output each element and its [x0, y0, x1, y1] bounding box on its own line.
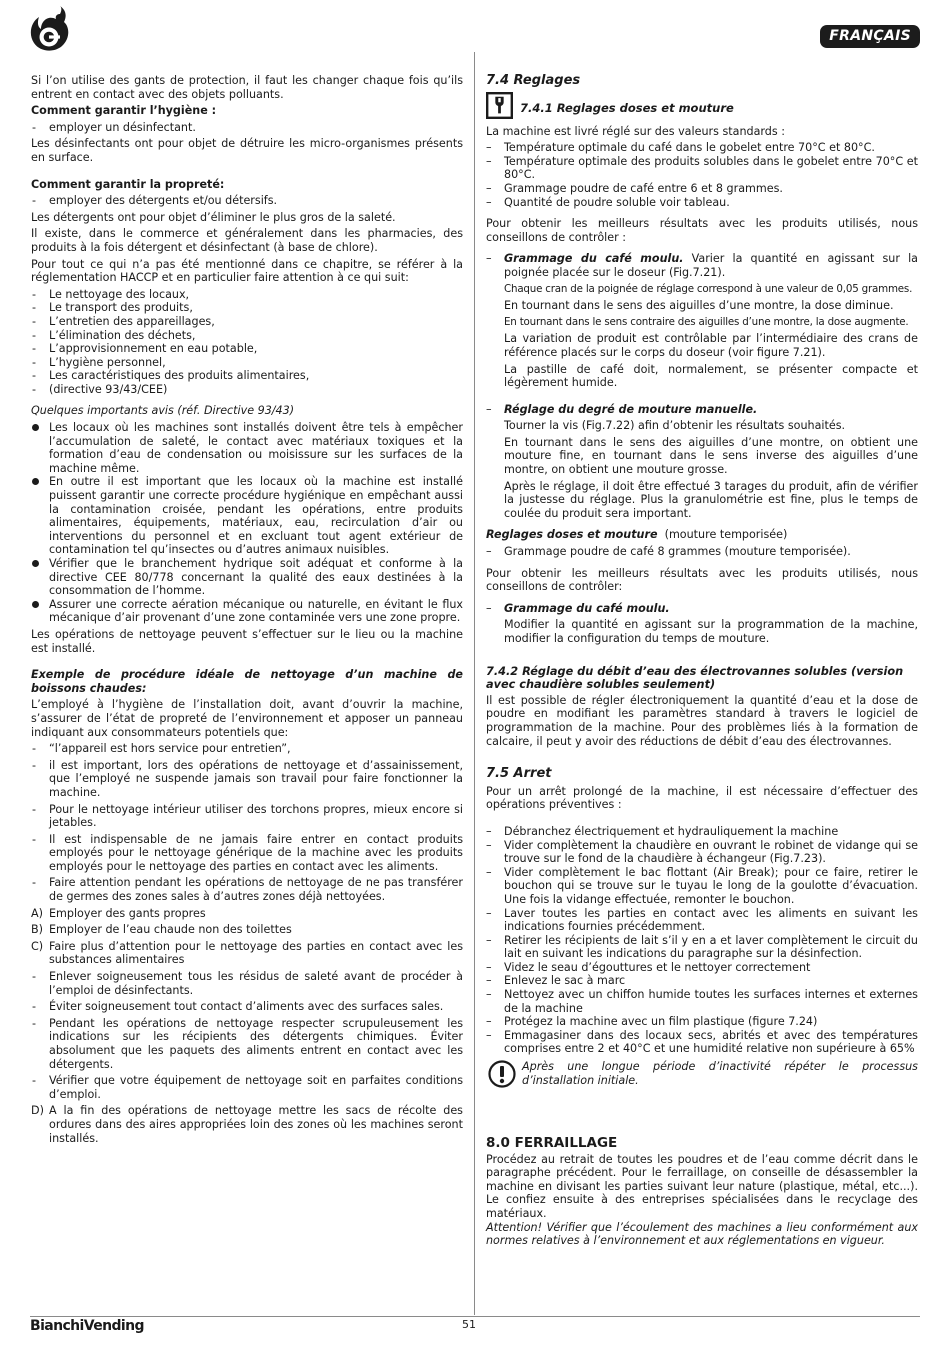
left-column: [31, 74, 463, 1148]
list-item: - Il est indispensable de ne jamais faire entrer en contact produits employés pour le nettoyage générique de la machine avec les produits employés pour le nettoyage des parties en contact avec les aliments.: [31, 833, 463, 874]
language-badge: FRANÇAIS: [820, 25, 920, 48]
list-item: – Retirer les récipients de lait s’il y en a et laver complètement le circuit du lait en suivant les indications du paragraphe sur la désinfection.: [486, 934, 918, 961]
right-column: [486, 74, 918, 1251]
temporisee-moulu-title: Grammage du café moulu.: [504, 601, 670, 615]
moulu-line-2: En tournant dans le sens des aiguilles d’une montre, la dose diminue.: [504, 299, 894, 313]
section-7-4-2-title: 7.4.2 Réglage du débit d’eau des électrovannes solubles (version avec chaudière solubles seulement): [486, 664, 904, 692]
mouture-line-2: En tournant dans le sens des aiguilles d’une montre, on obtient une mouture fine, en tournant dans le sens inverse des aiguilles d’une montre, on obtient une mouture grosse.: [504, 435, 918, 477]
list-item: - Les caractéristiques des produits alimentaires,: [31, 369, 463, 383]
list-item: - L’élimination des déchets,: [31, 329, 463, 343]
page-number: 51: [462, 1318, 476, 1331]
mouture-line-1: Tourner la vis (Fig.7.22) afin d’obtenir les résultats souhaités.: [504, 419, 846, 433]
proprete-list: [31, 194, 463, 208]
column-divider: [474, 52, 475, 1315]
list-item: Les locaux où les machines sont installés doivent être tels à empêcher l’accumulation de saleté, le contact avec matériaux toxiques et la formation d’eau de condensation ou moisissure sur les surfaces de la machine même.: [31, 421, 463, 475]
list-item: – Nettoyez avec un chiffon humide toutes les surfaces internes et externes de la machine: [486, 988, 918, 1015]
list-item: - Pour le nettoyage intérieur utiliser des torchons propres, mieux encore si jetables.: [31, 803, 463, 830]
temporisee-heading: [486, 528, 918, 542]
list-item: – Laver toutes les parties en contact avec les aliments en suivant les indications fournies précédemment.: [486, 907, 918, 934]
moulu-line-4: La pastille de café doit, normalement, se présenter compacte et légèrement humide.: [504, 362, 918, 390]
section-7-4-1-header: [486, 92, 918, 122]
temporisee-moulu-text: Modifier la quantité en agissant sur la programmation de la machine, modifier la configuration du temps de mouture.: [504, 618, 918, 645]
temporisee-moulu-details: [486, 618, 918, 645]
list-item: Assurer une correcte aération mécanique ou naturelle, en évitant le flux mécanique d’air provenant d’une zone contaminée vers une zone propre.: [31, 598, 463, 625]
list-item: – Grammage poudre de café 8 grammes (mouture temporisée).: [486, 545, 918, 559]
list-item: - (directive 93/43/CEE): [31, 383, 463, 397]
mouture-line-3: Après le réglage, il doit être effectué 3 tarages du produit, afin de vérifier la justesse du réglage. Plus la granulométrie est fine, plus le temps de coulée du produit sera important.: [504, 479, 918, 520]
list-marker: D): [31, 1104, 44, 1118]
moulu-small-2: En tournant dans le sens contraire des aiguilles d’une montre, la dose augmente.: [504, 315, 909, 328]
section-7-5-title: 7.5 Arret: [486, 766, 552, 782]
hygiene-list: [31, 121, 463, 135]
list-item: [486, 602, 918, 616]
list-item: – Protégez la machine avec un film plastique (figure 7.24): [486, 1015, 918, 1029]
list-item: - employer des détergents et/ou détersifs.: [31, 194, 463, 208]
avis-list: [31, 421, 463, 625]
list-marker: B): [31, 923, 43, 937]
proprete-heading: Comment garantir la propreté:: [31, 177, 225, 191]
list-item: - Le transport des produits,: [31, 301, 463, 315]
list-item: - Éviter soigneusement tout contact d’aliments avec des surfaces sales.: [31, 1000, 463, 1014]
final-list: [31, 970, 463, 1101]
s75-intro: Pour un arrêt prolongé de la machine, il est nécessaire d’effectuer des opérations préventives :: [486, 784, 918, 812]
list-item: – Débranchez électriquement et hydrauliquement la machine: [486, 825, 918, 839]
moulu-small-1: Chaque cran de la poignée de réglage correspond à une valeur de 0,05 grammes.: [504, 282, 913, 295]
list-item: - Le nettoyage des locaux,: [31, 288, 463, 302]
list-text: Faire plus d’attention pour le nettoyage des parties en contact avec les substances alimentaires: [49, 939, 463, 967]
example-heading: Exemple de procédure idéale de nettoyage d’un machine de boissons chaudes:: [31, 668, 463, 695]
hygiene-heading: Comment garantir l’hygiène :: [31, 104, 217, 118]
s741-list: [486, 141, 918, 209]
list-item: - employer un désinfectant.: [31, 121, 463, 135]
s80-paragraph: Procédez au retrait de toutes les poudres et de l’eau comme décrit dans le paragraphe précédent. Pour le ferraillage, on conseille de désassembler la machine en divisant les parties suivant leur nature (plastique, métal, etc...). Le confiez ensuite à des entreprises spécialisées dans le recyclage des matériaux.: [486, 1152, 918, 1220]
list-marker: C): [31, 939, 44, 953]
mouture-details: [486, 419, 918, 520]
exclamation-warning-icon: [488, 1060, 516, 1088]
warning-text: Après une longue période d’inactivité répéter le processus d’installation initiale.: [522, 1060, 918, 1087]
proprete-paragraph-1: Les détergents ont pour objet d’éliminer le plus gros de la saleté.: [31, 210, 396, 224]
s75-list: [486, 825, 918, 1056]
example-list: [31, 742, 463, 904]
list-item: [486, 403, 918, 417]
s741-intro: La machine est livré réglé sur des valeurs standards :: [486, 124, 785, 138]
list-text: Employer de l’eau chaude non des toilettes: [49, 923, 292, 937]
list-item: [486, 252, 918, 279]
list-item: – Température optimale du café dans le gobelet entre 70°C et 80°C.: [486, 141, 918, 155]
list-text: A la fin des opérations de nettoyage mettre les sacs de récolte des ordures dans des aires appropriées loin des zones où les machines seront installés.: [49, 1104, 463, 1145]
alpha-list-1: [31, 907, 463, 967]
list-item: – Vider complètement le bac flottant (Air Break); pour ce faire, retirer le bouchon qui se trouve sur le tuyau le long de la goulotte d’évacuation. Une fois la vidange effectuée, remonter le bouchon.: [486, 866, 918, 907]
warning-note: [486, 1060, 918, 1092]
list-item: – Enlevez le sac à marc: [486, 974, 918, 988]
hygiene-paragraph: Les désinfectants ont pour objet de détruire les micro-organismes présents en surface.: [31, 137, 463, 164]
alpha-list-2: [31, 1104, 463, 1145]
section-7-4-title: 7.4 Reglages: [486, 73, 581, 88]
section-7-4-1-title: 7.4.1 Reglages doses et mouture: [520, 100, 734, 115]
mouture-block: [486, 403, 918, 417]
list-item: En outre il est important que les locaux où la machine est installé puissent garantir une correcte procédure hygiénique en empêchant aussi la contamination croisée, pendant les opérations, entre produits alimentaires, équipements, matériaux, eau, recirculation d’air ou interventions du personnel et en excluant tout agent extérieur de contamination tel qu’insectes ou d’autres animaux nuisibles.: [31, 475, 463, 557]
list-item: – Quantité de poudre soluble voir tableau.: [486, 196, 918, 210]
list-item: Vérifier que le branchement hydrique soit adéquat et conforme à la directive CEE 80/778 concernant la qualité des eaux destinées à la consommation de l’homme.: [31, 557, 463, 598]
list-item: [31, 1104, 463, 1145]
moulu-block: [486, 252, 918, 279]
s80-attention: Attention! Vérifier que l’écoulement des machines a lieu conformément aux normes relatives à l’environnement et aux réglementations en vigueur.: [486, 1220, 918, 1248]
moulu-text: Varier la quantité en agissant sur la poignée placée sur le doseur (Fig.7.21).: [504, 252, 919, 279]
gloves-paragraph: Si l’on utilise des gants de protection, il faut les changer chaque fois qu’ils entrent en contact avec des objets polluants.: [31, 74, 463, 101]
list-item: [31, 940, 463, 967]
list-item: - L’hygiène personnel,: [31, 356, 463, 370]
list-item: - L’entretien des appareillages,: [31, 315, 463, 329]
list-marker: A): [31, 906, 43, 920]
list-item: - Enlever soigneusement tous les résidus de saleté avant de procéder à l’emploi de désinfectants.: [31, 970, 463, 997]
avis-after-paragraph: Les opérations de nettoyage peuvent s’effectuer sur le lieu ou la machine est installé.: [31, 627, 463, 655]
moulu-details: [486, 283, 918, 390]
s741-conseil: Pour obtenir les meilleurs résultats avec les produits utilisés, nous conseillons de contrôler :: [486, 217, 918, 244]
list-item: - L’approvisionnement en eau potable,: [31, 342, 463, 356]
list-item: - Faire attention pendant les opérations de nettoyage de ne pas transférer de germes des zones sales à d’autres zones déjà nettoyées.: [31, 876, 463, 903]
s742-paragraph: Il est possible de régler électroniquement la quantité d’eau et la dose de poudre en modifiant les paramètres standard à travers le logiciel de programmation de la machine. Pour des problèmes liés à la formation de calcaire, il peut y avoir des réductions de débit d’eau des électrovannes.: [486, 693, 918, 748]
example-paragraph: L’employé à l’hygiène de l’installation doit, avant d’ouvrir la machine, s’assurer de l’état de propreté de l’environnement et apposer un panneau indiquant aux consommateurs potentiels que:: [31, 698, 463, 739]
list-item: [31, 923, 463, 937]
moulu-line-3: La variation de produit est contrôlable par l’intermédiaire des crans de référence placés sur le corps du doseur (voir figure 7.21).: [504, 332, 918, 359]
list-text: Employer des gants propres: [49, 906, 206, 920]
list-item: [31, 907, 463, 921]
list-item: - il est important, lors des opérations de nettoyage et d’assainissement, que l’employé ne suspende jamais son travail pour faire fonctionner la machine.: [31, 759, 463, 800]
haccp-list: [31, 288, 463, 397]
temporisee-moulu-block: [486, 602, 918, 616]
proprete-paragraph-3: Pour tout ce qui n’a pas été mentionné dans ce chapitre, se référer à la réglementation HACCP et en particulier faire attention à ce qui suit:: [31, 257, 463, 285]
list-item: – Température optimale des produits solubles dans le gobelet entre 70°C et 80°C.: [486, 155, 918, 182]
brand-logo: BianchiVending: [30, 1318, 144, 1334]
section-8-0-title: 8.0 FERRAILLAGE: [486, 1135, 618, 1152]
temporisee-note: (mouture temporisée): [664, 528, 788, 542]
moulu-title: Grammage du café moulu.: [504, 252, 684, 266]
flame-logo-icon: [30, 6, 70, 52]
avis-heading: Quelques importants avis (réf. Directive 93/43): [31, 404, 295, 418]
list-item: - Pendant les opérations de nettoyage respecter scrupuleusement les indications sur les récipients des détergents chimiques. Éviter absolument que les paquets des aliments entrent en contact avec les détergents.: [31, 1017, 463, 1071]
mouture-title: Réglage du degré de mouture manuelle.: [504, 402, 758, 416]
list-item: – Vider complètement la chaudière en ouvrant le robinet de vidange qui se trouve sur le fond de la chaudière à échangeur (Fig.7.23).: [486, 839, 918, 866]
list-item: – Grammage poudre de café entre 6 et 8 grammes.: [486, 182, 918, 196]
list-item: - Vérifier que votre équipement de nettoyage soit en parfaites conditions d’emploi.: [31, 1074, 463, 1101]
list-item: – Videz le seau d’égouttures et le nettoyer correctement: [486, 961, 918, 975]
temporisee-list: [486, 545, 918, 559]
temporisee-title: Reglages doses et mouture: [486, 528, 658, 542]
proprete-paragraph-2: Il existe, dans le commerce et généralement dans les pharmacies, des produits à la fois détergent et désinfectant (à base de chlore).: [31, 227, 463, 254]
temporisee-conseil: Pour obtenir les meilleurs résultats avec les produits utilisés, nous conseillons de contrôler:: [486, 566, 918, 594]
footer-divider: [30, 1316, 920, 1317]
key-tool-icon: [486, 92, 513, 119]
list-item: – Emmagasiner dans des locaux secs, abrités et avec des températures comprises entre 2 et 40°C et une humidité relative non supérieure à 65%: [486, 1029, 918, 1056]
list-item: - “l’appareil est hors service pour entretien”,: [31, 742, 463, 756]
